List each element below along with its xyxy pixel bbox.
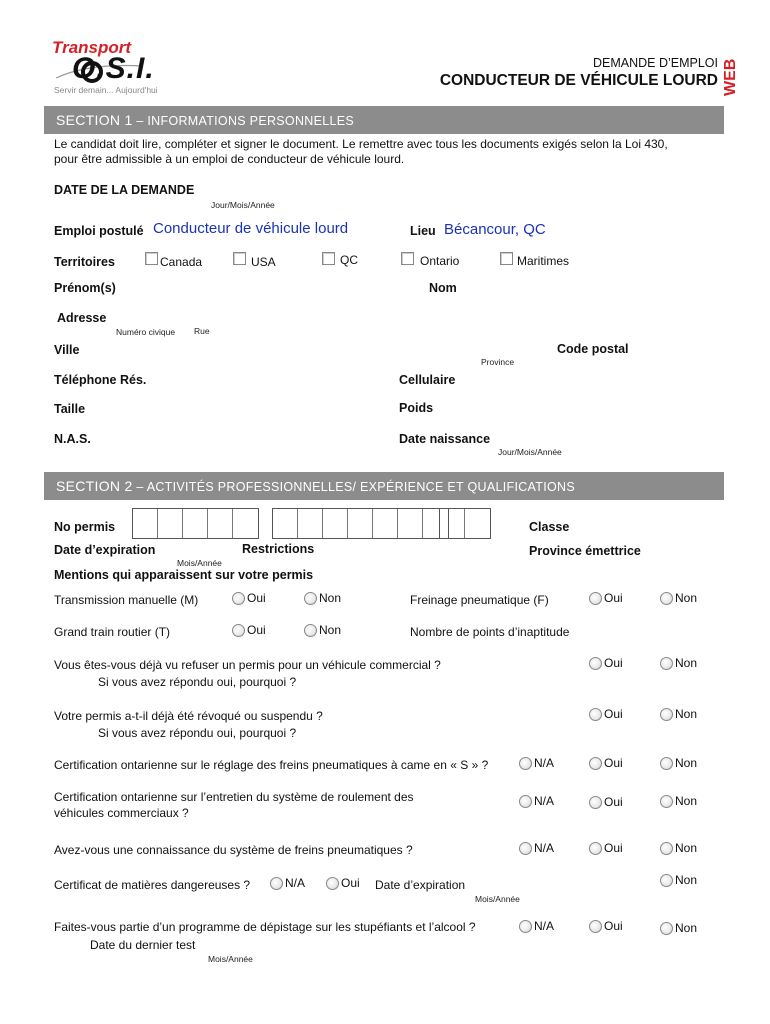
section-2-number: SECTION 2: [56, 478, 133, 494]
job-label: Emploi postulé: [54, 224, 144, 238]
territories-label: Territoires: [54, 255, 115, 269]
road-train-no[interactable]: [304, 623, 341, 637]
place-label: Lieu: [410, 224, 436, 238]
drug-program-na[interactable]: [519, 919, 554, 933]
hazmat-question: Certificat de matières dangereuses ?: [54, 878, 251, 892]
s-cam-yes[interactable]: [589, 756, 623, 770]
hazmat-yes[interactable]: [326, 876, 360, 890]
manual-transmission-label: Transmission manuelle (M): [54, 593, 199, 607]
option-label: Non: [675, 707, 698, 721]
radio-icon: [589, 920, 602, 933]
province-hint: Province: [481, 357, 515, 367]
cellphone-label: Cellulaire: [399, 373, 456, 387]
logo-brand-main: O.S.I.: [72, 52, 155, 85]
territory-qc-checkbox[interactable]: [322, 252, 335, 265]
option-label: Non: [319, 623, 342, 637]
logo-tagline: Servir demain... Aujourd'hui: [54, 85, 158, 95]
option-label: Oui: [604, 841, 623, 855]
refused-permit-why: Si vous avez répondu oui, pourquoi ?: [98, 675, 297, 689]
radio-icon: [589, 657, 602, 670]
sin-label: N.A.S.: [54, 432, 91, 446]
postal-code-label: Code postal: [557, 342, 629, 356]
s-cam-na[interactable]: [519, 756, 554, 770]
option-label: Non: [675, 591, 698, 605]
section-2-header: [44, 472, 724, 500]
maintenance-yes[interactable]: [589, 795, 623, 809]
radio-icon: [660, 795, 673, 808]
firstname-label: Prénom(s): [54, 281, 116, 295]
option-label: Non: [675, 756, 698, 770]
option-label: Oui: [604, 756, 623, 770]
section-2-title: – ACTIVITÉS PROFESSIONNELLES/ EXPÉRIENCE ET QUALIFICATIONS: [132, 480, 575, 494]
option-label: Oui: [604, 795, 623, 809]
radio-icon: [304, 624, 317, 637]
option-label: Non: [675, 921, 698, 935]
option-label: N/A: [534, 841, 555, 855]
place-field[interactable]: Bécancour, QC: [444, 221, 546, 238]
job-field[interactable]: Conducteur de véhicule lourd: [153, 220, 349, 237]
radio-icon: [519, 757, 532, 770]
radio-icon: [589, 708, 602, 721]
manual-transmission-no[interactable]: [304, 591, 341, 605]
radio-icon: [326, 877, 339, 890]
territory-ontario-label: Ontario: [420, 254, 460, 268]
territory-canada-checkbox[interactable]: [145, 252, 158, 265]
restrictions-label: Restrictions: [242, 542, 315, 556]
permit-number-group-2[interactable]: [272, 508, 449, 539]
air-brake-knowledge-yes[interactable]: [589, 841, 623, 855]
option-label: Oui: [604, 707, 623, 721]
air-brake-no[interactable]: [660, 591, 697, 605]
radio-icon: [589, 842, 602, 855]
hazmat-expiry-label: Date d’expiration: [375, 878, 466, 892]
radio-icon: [660, 592, 673, 605]
radio-icon: [660, 842, 673, 855]
form-subtitle: DEMANDE D’EMPLOI: [592, 56, 718, 70]
issuing-province-label: Province émettrice: [529, 544, 641, 558]
s-cam-no[interactable]: [660, 756, 697, 770]
web-tag: WEB: [722, 58, 739, 96]
territory-canada-label: Canada: [160, 255, 203, 269]
section-1-number: SECTION 1: [56, 112, 133, 128]
option-label: Non: [319, 591, 342, 605]
drug-program-question: Faites-vous partie d’un programme de dépistage sur les stupéfiants et l’alcool ?: [54, 920, 476, 934]
option-label: Non: [675, 873, 698, 887]
birthdate-hint: Jour/Mois/Année: [498, 447, 562, 457]
radio-icon: [660, 657, 673, 670]
territory-ontario-checkbox[interactable]: [401, 252, 414, 265]
radio-icon: [519, 920, 532, 933]
hazmat-expiry-hint: Mois/Année: [475, 894, 520, 904]
weight-label: Poids: [399, 401, 434, 415]
home-phone-label: Téléphone Rés.: [54, 373, 147, 387]
section-1-header: [44, 106, 724, 134]
maintenance-question-line-2: véhicules commerciaux ?: [54, 806, 189, 820]
radio-icon: [519, 842, 532, 855]
option-label: Oui: [604, 656, 623, 670]
radio-icon: [519, 795, 532, 808]
manual-transmission-yes[interactable]: [232, 591, 266, 605]
radio-icon: [589, 796, 602, 809]
option-label: Oui: [604, 919, 623, 933]
application-date-label: DATE DE LA DEMANDE: [54, 183, 195, 197]
permit-expiry-label: Date d’expiration: [54, 543, 156, 557]
hazmat-na[interactable]: [270, 876, 305, 890]
class-label: Classe: [529, 520, 570, 534]
territory-usa-label: USA: [251, 255, 276, 269]
option-label: N/A: [534, 794, 555, 808]
option-label: Oui: [341, 876, 360, 890]
revoked-permit-question: Votre permis a-t-il déjà été révoqué ou suspendu ?: [54, 709, 323, 723]
refused-permit-yes[interactable]: [589, 656, 623, 670]
form-title: CONDUCTEUR DE VÉHICULE LOURD: [439, 72, 718, 89]
height-label: Taille: [54, 402, 86, 416]
permit-number-label: No permis: [54, 520, 116, 534]
permit-number-group-3[interactable]: [439, 508, 491, 539]
address-label: Adresse: [57, 311, 107, 325]
intro-line-1: Le candidat doit lire, compléter et signer le document. Le remettre avec tous les documents exigés selon la Loi 430,: [54, 137, 668, 151]
road-train-label: Grand train routier (T): [54, 625, 171, 639]
last-test-hint: Mois/Année: [208, 954, 253, 964]
territory-qc-label: QC: [340, 253, 358, 267]
lastname-label: Nom: [429, 281, 457, 295]
option-label: Non: [675, 656, 698, 670]
air-brake-knowledge-na[interactable]: [519, 841, 554, 855]
option-label: Oui: [604, 591, 623, 605]
territory-maritimes-checkbox[interactable]: [500, 252, 513, 265]
option-label: N/A: [534, 756, 555, 770]
s-cam-question: Certification ontarienne sur le réglage des freins pneumatiques à came en « S » ?: [54, 758, 489, 772]
street-hint: Rue: [194, 326, 210, 336]
permit-mentions-label: Mentions qui apparaissent sur votre permis: [54, 568, 314, 582]
radio-icon: [232, 592, 245, 605]
option-label: Oui: [247, 591, 266, 605]
option-label: Oui: [247, 623, 266, 637]
option-label: N/A: [534, 919, 555, 933]
intro-line-2: pour être admissible à un emploi de conducteur de véhicule lourd.: [54, 152, 405, 166]
civic-number-hint: Numéro civique: [116, 327, 176, 337]
demerit-points-label: Nombre de points d’inaptitude: [410, 625, 570, 639]
maintenance-question-line-1: Certification ontarienne sur l’entretien du système de roulement des: [54, 790, 414, 804]
hazmat-no[interactable]: [660, 873, 697, 887]
permit-expiry-hint: Mois/Année: [177, 558, 222, 568]
radio-icon: [589, 757, 602, 770]
refused-permit-question: Vous êtes-vous déjà vu refuser un permis pour un véhicule commercial ?: [54, 658, 441, 672]
city-label: Ville: [54, 343, 80, 357]
air-brake-knowledge-question: Avez-vous une connaissance du système de freins pneumatiques ?: [54, 843, 413, 857]
maintenance-na[interactable]: [519, 794, 554, 808]
territory-usa-checkbox[interactable]: [233, 252, 246, 265]
radio-icon: [660, 757, 673, 770]
company-logo: [48, 38, 178, 98]
radio-icon: [304, 592, 317, 605]
air-brake-yes[interactable]: [589, 591, 623, 605]
revoked-permit-why: Si vous avez répondu oui, pourquoi ?: [98, 726, 297, 740]
radio-icon: [270, 877, 283, 890]
revoked-permit-no[interactable]: [660, 707, 697, 721]
option-label: N/A: [285, 876, 306, 890]
option-label: Non: [675, 794, 698, 808]
birthdate-label: Date naissance: [399, 432, 491, 446]
radio-icon: [660, 922, 673, 935]
section-1-title: – INFORMATIONS PERSONNELLES: [132, 114, 355, 128]
drug-program-no[interactable]: [660, 921, 697, 935]
radio-icon: [589, 592, 602, 605]
revoked-permit-yes[interactable]: [589, 707, 623, 721]
refused-permit-no[interactable]: [660, 656, 697, 670]
radio-icon: [660, 708, 673, 721]
permit-number-group-1[interactable]: [132, 508, 259, 539]
air-brake-knowledge-no[interactable]: [660, 841, 697, 855]
radio-icon: [660, 874, 673, 887]
air-brake-label: Freinage pneumatique (F): [410, 593, 549, 607]
territory-maritimes-label: Maritimes: [517, 254, 570, 268]
option-label: Non: [675, 841, 698, 855]
radio-icon: [232, 624, 245, 637]
application-date-hint: Jour/Mois/Année: [211, 200, 275, 210]
maintenance-no[interactable]: [660, 794, 697, 808]
last-test-label: Date du dernier test: [90, 938, 196, 952]
logo-brand-top: Transport: [52, 38, 132, 57]
drug-program-yes[interactable]: [589, 919, 623, 933]
road-train-yes[interactable]: [232, 623, 266, 637]
